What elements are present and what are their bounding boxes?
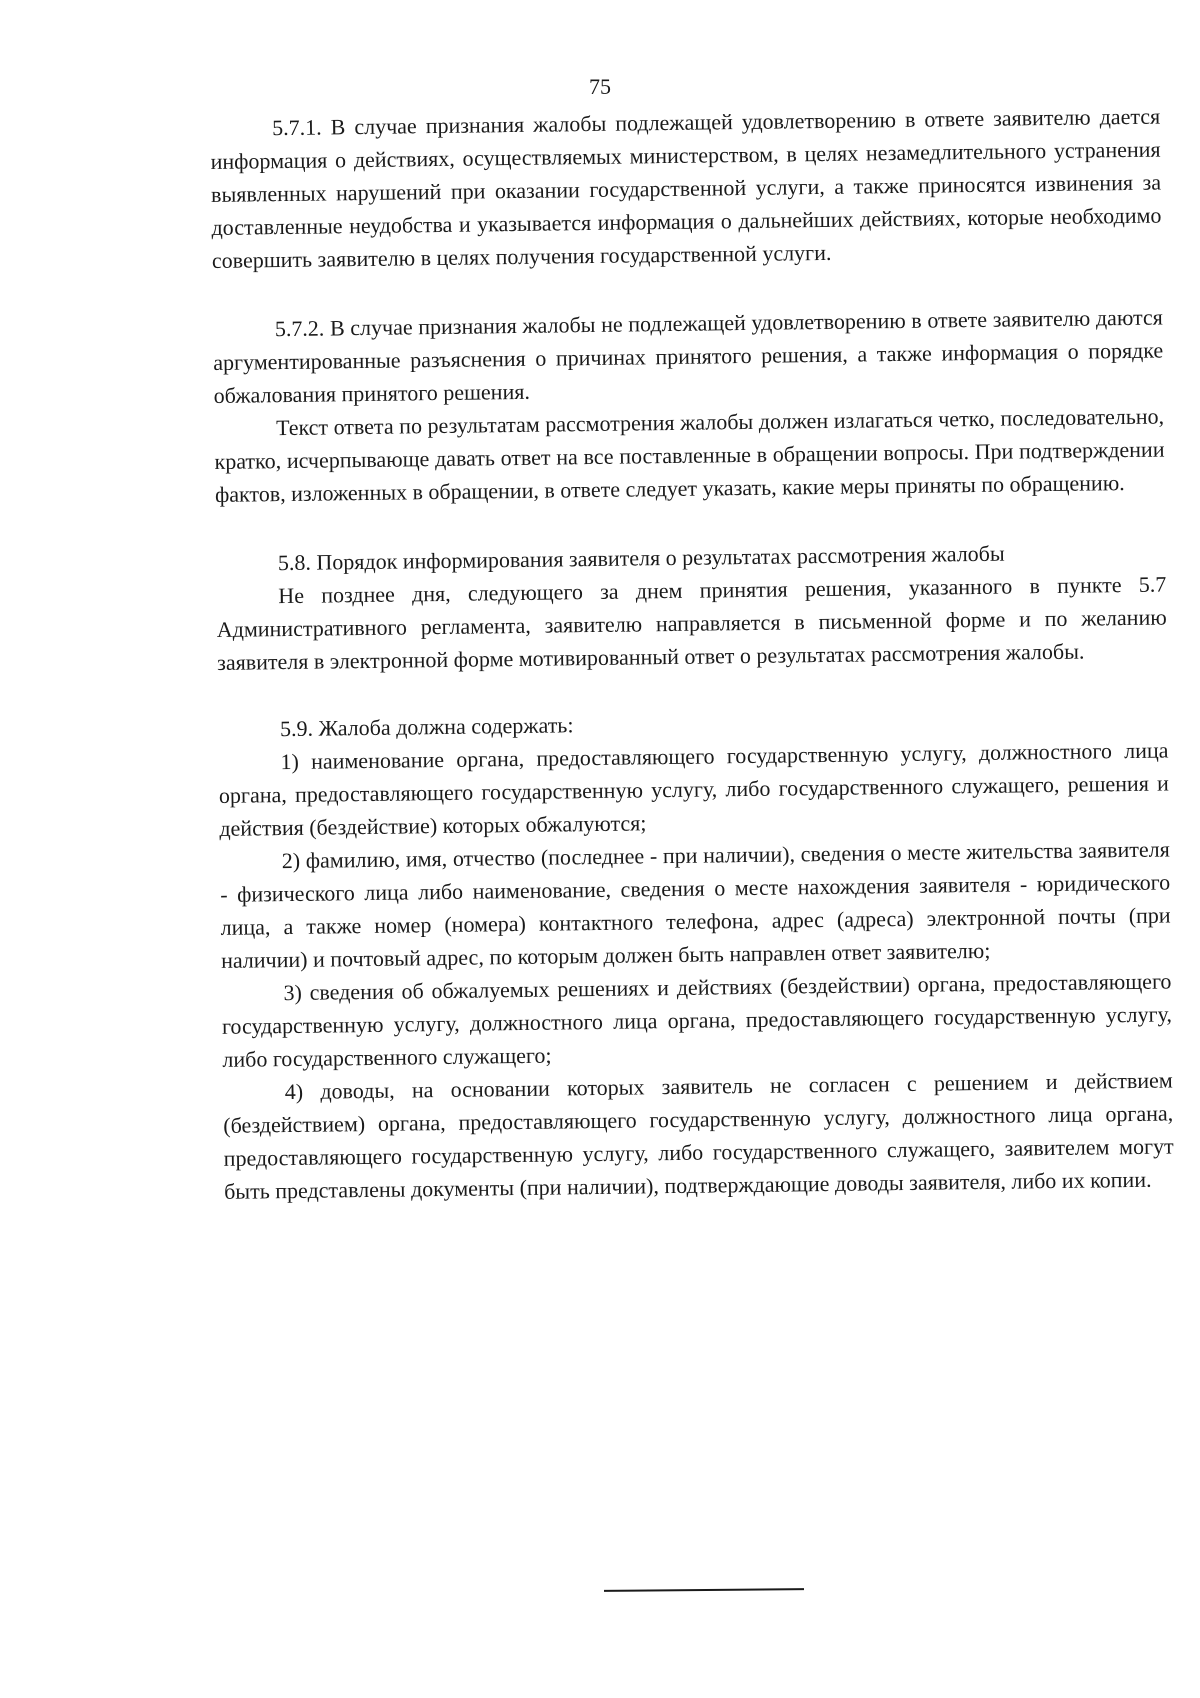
paragraph-response-text: Текст ответа по результатам рассмотрения жалобы должен излагаться четко, последовательно, кратко, исчерпывающе давать ответ на все поставленные в обращении вопросы. При подтверждении фактов, изложенных в обращении, в ответе следует указать, какие меры приняты по обращению. xyxy=(214,403,1165,507)
page-number: 75 xyxy=(589,74,611,99)
paragraph-5-7-2: 5.7.2. В случае признания жалобы не подлежащей удовлетворению в ответе заявителю даются аргументированные разъяснения о причинах принятого решения, а также информация о порядке обжалования принятого решения. xyxy=(213,304,1164,408)
paragraph-5-8-body: Не позднее дня, следующего за днем принятия решения, указанного в пункте 5.7 Административного регламента, заявителю направляется в письменной форме и по желанию заявителя в электронной форме мотивированный ответ о результатах рассмотрения жалобы. xyxy=(216,571,1167,675)
list-item-1: 1) наименование органа, предоставляющего государственную услугу, должностного лица органа, предоставляющего государственную услугу, либо государственного служащего, решения и действия (бездействие) которых обжалуются; xyxy=(218,737,1170,841)
section-5-9-heading: 5.9. Жалоба должна содержать: xyxy=(279,712,574,742)
list-item-3: 3) сведения об обжалуемых решениях и действиях (бездействии) органа, предоставляющего государственную услугу, должностного лица органа, предоставляющего государственную услугу, либо государственного служащего; xyxy=(221,968,1173,1072)
end-rule-divider xyxy=(604,1588,804,1592)
list-item-4: 4) доводы, на основании которых заявитель не согласен с решением и действием (бездействием) органа, предоставляющего государственную услугу, должностного лица органа, предоставляющего государственную услугу, либо государственного служащего, заявителем могут быть представлены документы (при наличии), подтверждающие доводы заявителя, либо их копии. xyxy=(223,1067,1174,1204)
section-5-8-heading: 5.8. Порядок информирования заявителя о результатах рассмотрения жалобы xyxy=(277,540,1005,576)
paragraph-5-7-1: 5.7.1. В случае признания жалобы подлежащей удовлетворению в ответе заявителю дается информация о действиях, осуществляемых министерством, в целях незамедлительного устранения выявленных нарушений при оказании государственной услуги, а также приносятся извинения за доставленные неудобства и указывается информация о дальнейших действиях, которые необходимо совершить заявителю в целях получения государственной услуги. xyxy=(210,103,1162,273)
list-item-2: 2) фамилию, имя, отчество (последнее - при наличии), сведения о месте жительства заявителя - физического лица либо наименование, сведения о месте нахождения заявителя - юридического лица, а также номер (номера) контактного телефона, адрес (адреса) электронной почты (при наличии) и почтовый адрес, по которым должен быть направлен ответ заявителю; xyxy=(220,836,1171,973)
document-body xyxy=(210,100,1174,1208)
